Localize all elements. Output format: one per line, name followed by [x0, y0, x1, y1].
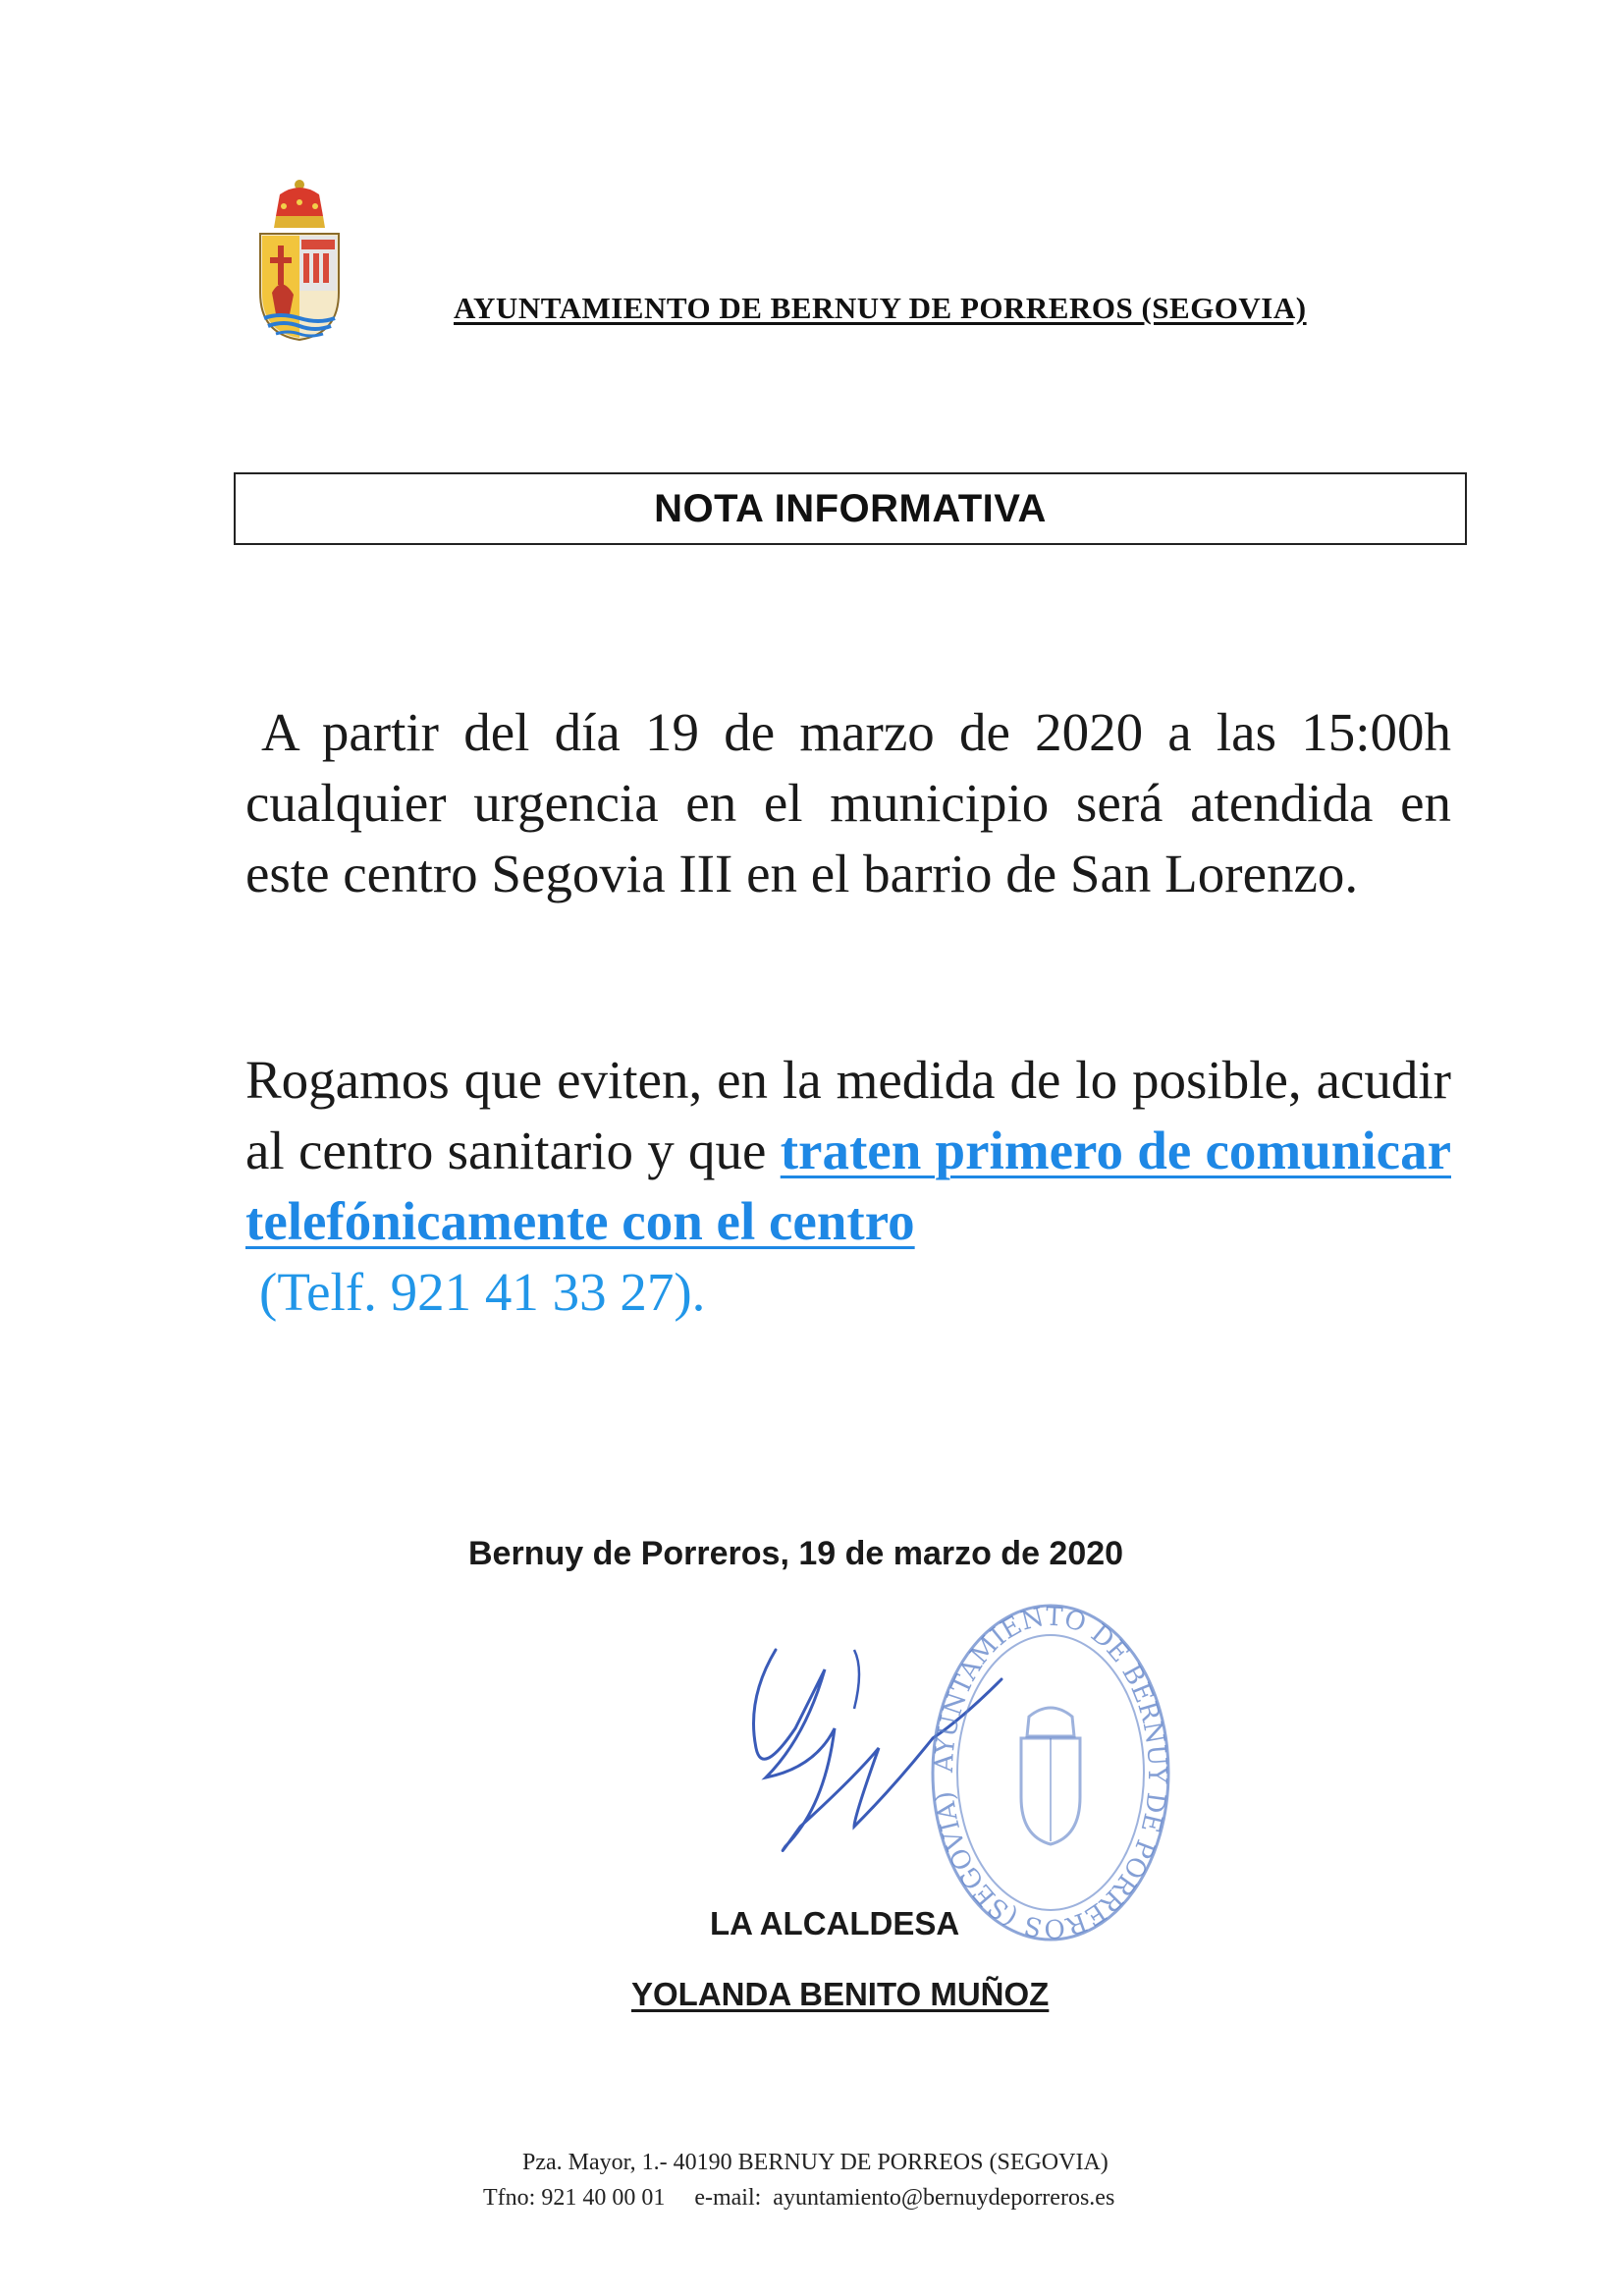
- notice-title-box: [234, 472, 1467, 545]
- signatory-name: YOLANDA BENITO MUÑOZ: [631, 1976, 1050, 2012]
- signatory-role: LA ALCALDESA: [710, 1905, 960, 1941]
- footer-contact: Tfno: 921 40 00 01 e-mail: ayuntamiento@bernuydeporreros.es: [483, 2185, 1115, 2211]
- stamp-text: AYUNTAMIENTO DE BERNUY DE PORREROS (SEGOVIA): [929, 1602, 1172, 1943]
- municipality-header: AYUNTAMIENTO DE BERNUY DE PORREROS (SEGOVIA): [454, 291, 1307, 325]
- phone-number: (Telf. 921 41 33 27).: [259, 1262, 706, 1322]
- phone-instruction-emphasis: traten primero de comunicar telefónicamente con el centro: [245, 1121, 1451, 1251]
- municipal-coat-of-arms-icon: [250, 177, 349, 342]
- notice-paragraph-2: [245, 1045, 1451, 1328]
- official-seal-icon: [913, 1591, 1188, 1954]
- notice-title: NOTA INFORMATIVA: [654, 486, 1047, 530]
- paragraph-2-intro: Rogamos que eviten, en la medida de lo posible, acudir al centro sanitario y que: [245, 1050, 1451, 1180]
- place-and-date: Bernuy de Porreros, 19 de marzo de 2020: [468, 1535, 1124, 1572]
- notice-paragraph-1: A partir del día 19 de marzo de 2020 a las 15:00h cualquier urgencia en el municipio será atendida en este centro Segovia III en el barrio de San Lorenzo.: [245, 702, 1451, 903]
- footer-address: Pza. Mayor, 1.- 40190 BERNUY DE PORREOS (SEGOVIA): [522, 2150, 1109, 2175]
